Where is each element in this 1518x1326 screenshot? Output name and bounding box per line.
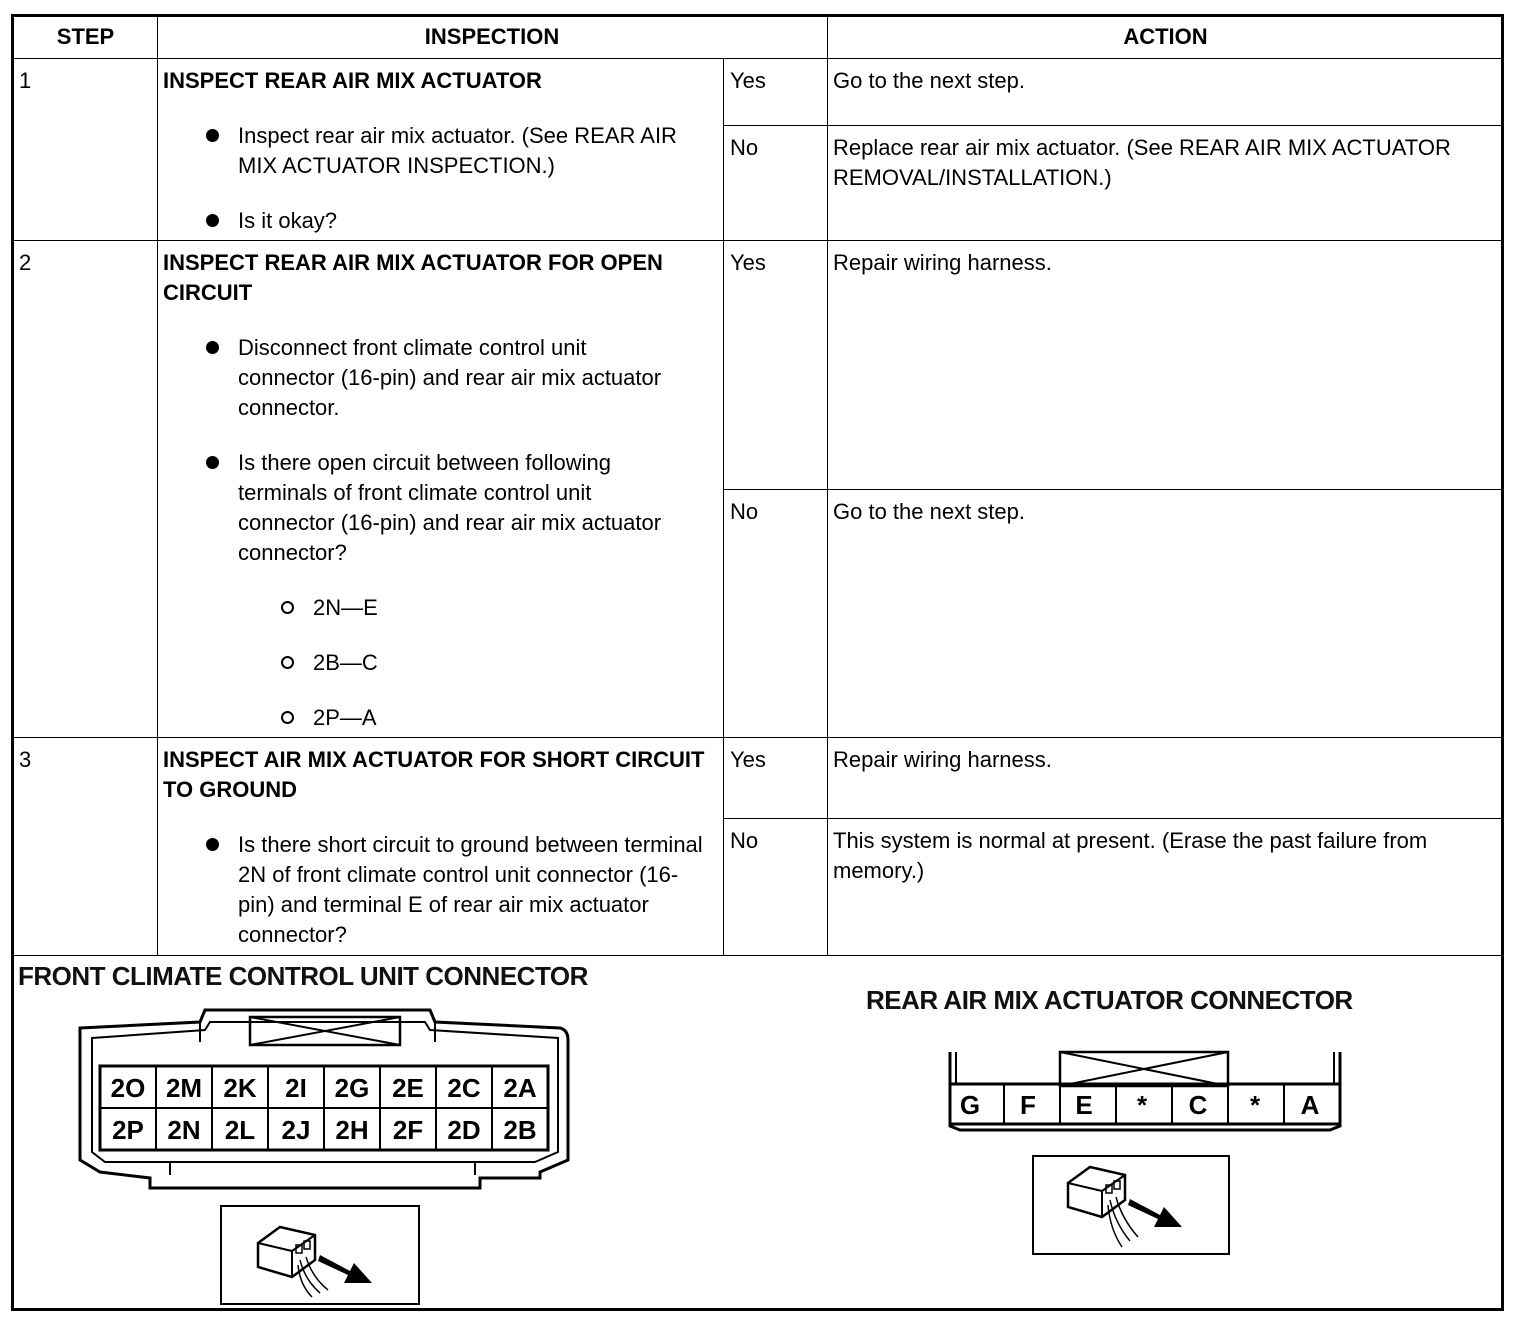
step2-divider	[12, 737, 1502, 738]
step-bullet: Inspect rear air mix actuator. (See REAR AIR MIX ACTUATOR INSPECTION.)	[238, 123, 677, 178]
bullet-icon	[206, 838, 219, 851]
step-title: INSPECT REAR AIR MIX ACTUATOR FOR OPEN CIRCUIT	[163, 250, 663, 305]
pin-label: 2O	[110, 1073, 146, 1103]
action-yes: Repair wiring harness.	[833, 747, 1052, 772]
step-title: INSPECT AIR MIX ACTUATOR FOR SHORT CIRCUIT TO GROUND	[163, 747, 705, 802]
harness-side-view-icon	[1032, 1155, 1230, 1255]
step-number: 3	[19, 747, 32, 772]
pin-label: 2I	[285, 1073, 307, 1103]
pin-label: *	[1249, 1090, 1261, 1120]
step1-divider	[12, 240, 1502, 241]
action-no: This system is normal at present. (Erase the past failure from memory.)	[833, 828, 1428, 883]
step3-yes-no-divider	[723, 818, 1502, 819]
header-divider	[12, 58, 1502, 59]
terminal-pair: 2N—E	[313, 595, 378, 620]
pin-label: F	[1020, 1090, 1036, 1120]
bullet-icon	[206, 341, 219, 354]
diagram-divider	[12, 955, 1502, 956]
front-connector-title: FRONT CLIMATE CONTROL UNIT CONNECTOR	[18, 961, 588, 991]
pin-label: *	[1136, 1090, 1148, 1120]
pin-label: E	[1075, 1090, 1093, 1120]
pin-label: 2A	[503, 1073, 537, 1103]
step1-yes-no-divider	[723, 125, 1502, 126]
header-step: STEP	[56, 24, 115, 49]
pin-label: 2N	[167, 1115, 201, 1145]
header-inspection: INSPECTION	[424, 24, 560, 49]
step-title: INSPECT REAR AIR MIX ACTUATOR	[163, 68, 542, 93]
pin-label: A	[1300, 1090, 1320, 1120]
pin-label: 2P	[112, 1115, 144, 1145]
pin-label: 2D	[447, 1115, 481, 1145]
result-yes: Yes	[730, 68, 766, 93]
result-yes: Yes	[730, 250, 766, 275]
result-yes: Yes	[730, 747, 766, 772]
action-no: Go to the next step.	[833, 499, 1026, 524]
pin-label: 2F	[392, 1115, 424, 1145]
terminal-pair: 2P—A	[313, 705, 377, 730]
pin-label: 2L	[224, 1115, 256, 1145]
result-column-divider	[723, 58, 724, 955]
bullet-icon	[206, 129, 219, 142]
step-bullet: Is there short circuit to ground between terminal 2N of front climate control unit connector (16-pin) and terminal E of rear air mix actuator connector?	[238, 832, 703, 947]
pin-label: 2M	[165, 1073, 203, 1103]
result-no: No	[730, 828, 759, 853]
step-bullet: Is it okay?	[238, 208, 338, 233]
pin-label: 2G	[334, 1073, 370, 1103]
action-no: Replace rear air mix actuator. (See REAR AIR MIX ACTUATOR REMOVAL/INSTALLATION.)	[833, 135, 1451, 190]
bullet-icon	[206, 214, 219, 227]
sub-bullet-icon	[281, 601, 294, 614]
header-action: ACTION	[1123, 24, 1208, 49]
pin-label: 2B	[503, 1115, 537, 1145]
action-column-divider	[827, 15, 828, 955]
step-number: 2	[19, 250, 32, 275]
step2-yes-no-divider	[723, 489, 1502, 490]
pin-label: 2J	[281, 1115, 311, 1145]
sub-bullet-icon	[281, 656, 294, 669]
pin-label: 2E	[392, 1073, 424, 1103]
pin-label: 2C	[447, 1073, 481, 1103]
terminal-pair: 2B—C	[313, 650, 378, 675]
step-column-divider	[157, 15, 158, 955]
bullet-icon	[206, 456, 219, 469]
result-no: No	[730, 499, 759, 524]
rear-connector-title: REAR AIR MIX ACTUATOR CONNECTOR	[866, 985, 1353, 1015]
step-number: 1	[19, 68, 32, 93]
sub-bullet-icon	[281, 711, 294, 724]
action-yes: Repair wiring harness.	[833, 250, 1052, 275]
pin-label: 2K	[223, 1073, 257, 1103]
result-no: No	[730, 135, 759, 160]
pin-label: G	[959, 1090, 981, 1120]
pin-label: C	[1188, 1090, 1208, 1120]
action-yes: Go to the next step.	[833, 68, 1026, 93]
harness-side-view-icon	[220, 1205, 420, 1305]
pin-label: 2H	[335, 1115, 369, 1145]
step-bullet: Is there open circuit between following terminals of front climate control unit connector (16-pin) and rear air mix actuator connector?	[238, 450, 662, 565]
step-bullet: Disconnect front climate control unit connector (16-pin) and rear air mix actuator connector.	[238, 335, 662, 420]
